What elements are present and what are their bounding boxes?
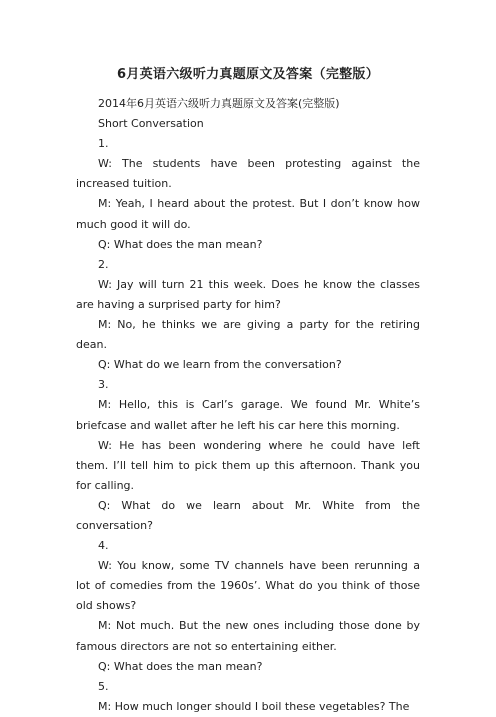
dialogue-line: M: Not much. But the new ones including those done by famous directors are not so entertaining either.	[76, 619, 420, 653]
document-body	[76, 94, 420, 717]
section-heading: Short Conversation	[98, 117, 204, 131]
question-number: 3.	[98, 378, 109, 392]
dialogue-line: M: Yeah, I heard about the protest. But I don’t know how much good it will do.	[76, 197, 420, 231]
question-number: 1.	[98, 137, 109, 151]
question-number: 5.	[98, 679, 109, 693]
dialogue-line: W: Jay will turn 21 this week. Does he know the classes are having a surprised party for him?	[76, 277, 420, 311]
question-number: 4.	[98, 539, 109, 553]
question-line: Q: What does the man mean?	[98, 659, 263, 673]
dialogue-line: M: No, he thinks we are giving a party for the retiring dean.	[76, 318, 420, 352]
question-line: Q: What do we learn about Mr. White from the conversation?	[76, 498, 420, 532]
dialogue-line: M: Hello, this is Carl’s garage. We found Mr. White’s briefcase and wallet after he left his car here this morning.	[76, 398, 420, 432]
question-number: 2.	[98, 257, 109, 271]
dialogue-line: W: You know, some TV channels have been rerunning a lot of comedies from the 1960s’. What do you think of those old shows?	[76, 559, 420, 613]
question-line: Q: What do we learn from the conversation?	[98, 358, 342, 372]
paragraph: 2014年6月英语六级听力真题原文及答案(完整版)	[98, 97, 340, 110]
dialogue-line: W: He has been wondering where he could have left them. I’ll tell him to pick them up this afternoon. Thank you for calling.	[76, 438, 420, 492]
question-line: Q: What does the man mean?	[98, 237, 263, 251]
document-title: 6月英语六级听力真题原文及答案（完整版）	[116, 67, 380, 82]
dialogue-line: W: The students have been protesting against the increased tuition.	[76, 157, 420, 191]
dialogue-line: M: How much longer should I boil these vegetables? The	[98, 699, 410, 713]
